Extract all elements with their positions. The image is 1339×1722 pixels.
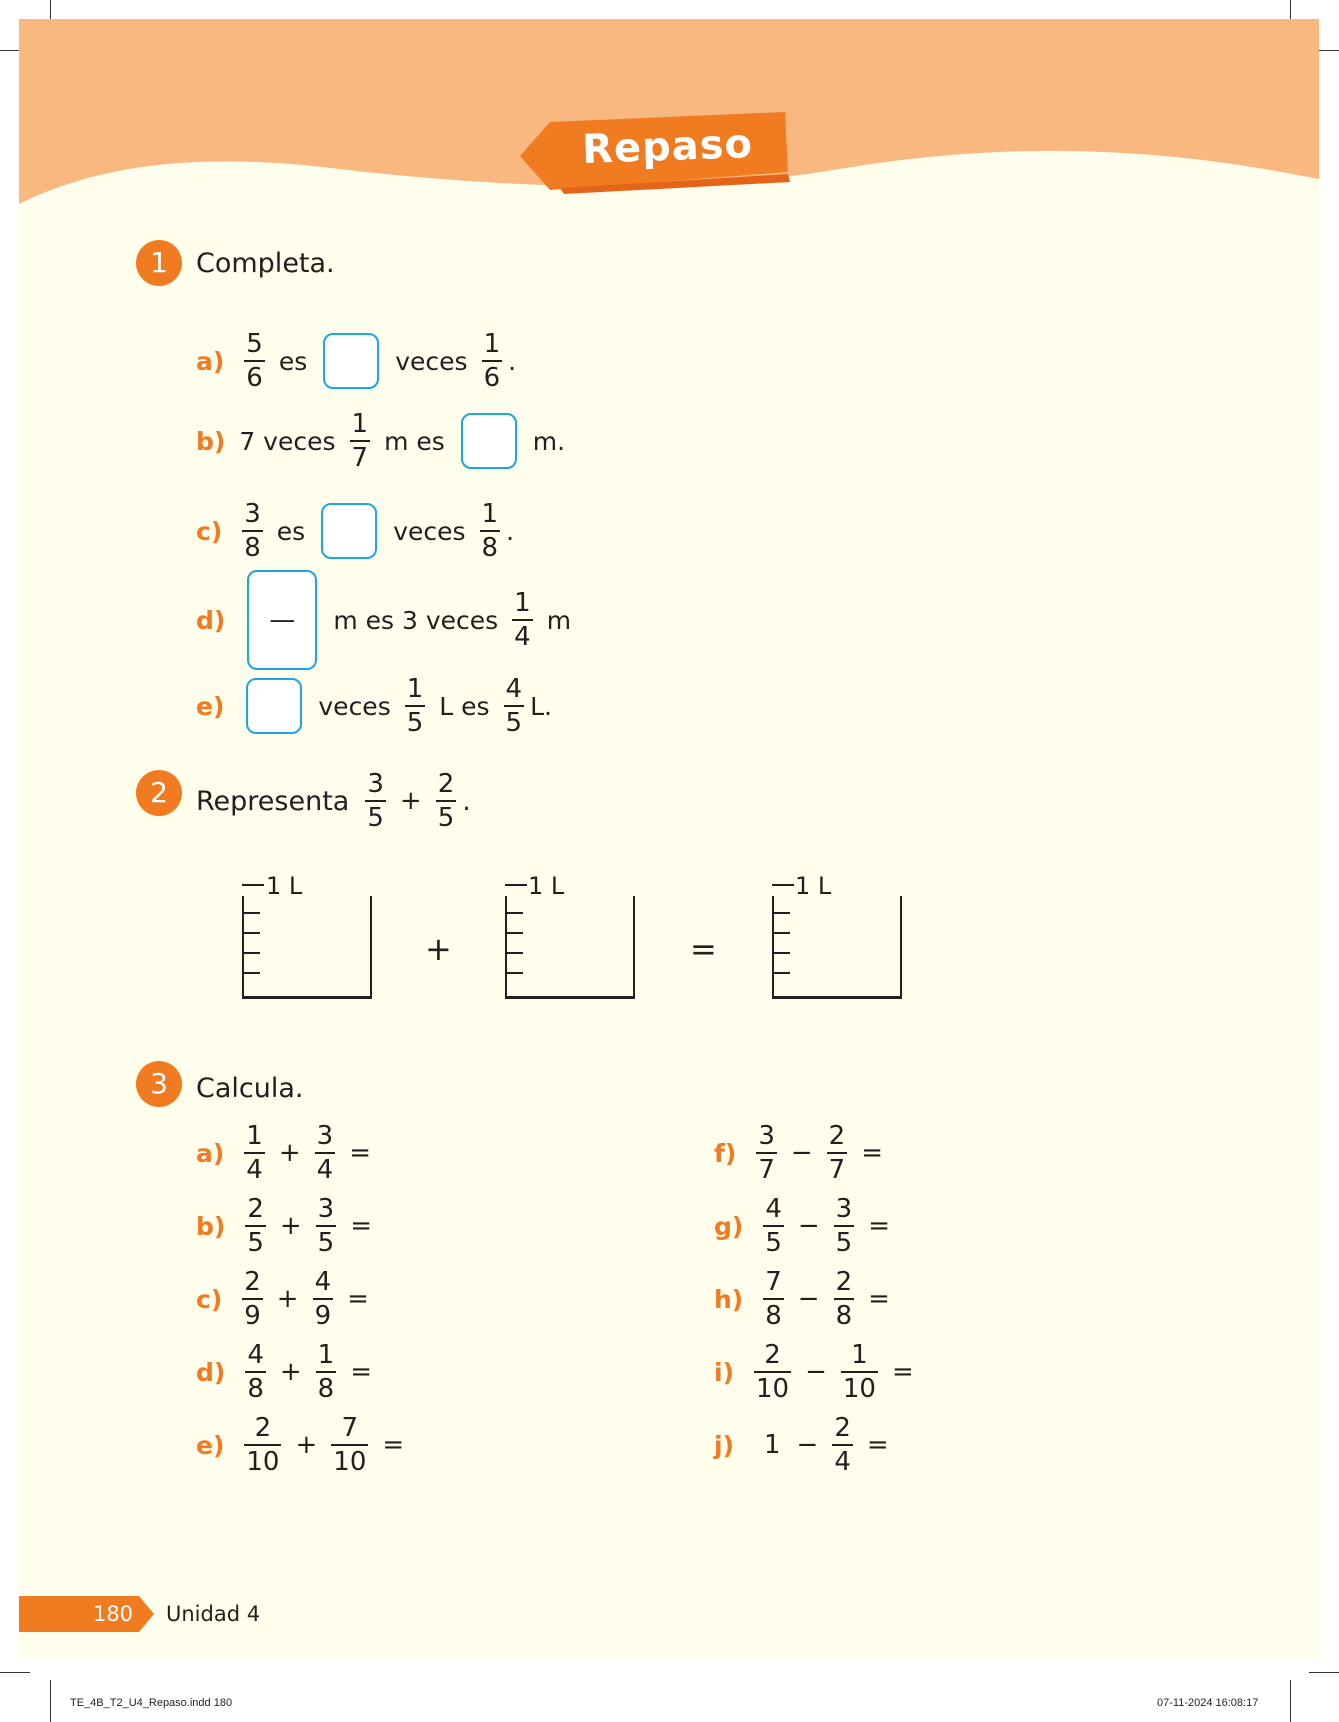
q3-item: d) $\frac{4}{8}$ + $\frac{1}{8}$ = [196,1340,373,1404]
item-label: c) [196,516,223,546]
item-label: c) [196,1284,223,1314]
text: veces [395,346,468,376]
page-number: 180 [92,1602,134,1626]
item-label: f) [714,1138,737,1168]
text: veces [393,516,466,546]
text: m [546,605,572,635]
item-label: e) [196,1430,225,1460]
item-label: j) [714,1430,734,1460]
beaker-top-tick [772,884,794,886]
q1-item-c [196,500,514,562]
equals-sign: = [690,930,717,968]
text: m es 3 veces [333,605,499,635]
question-number: 3 [136,1061,182,1107]
fraction: $\frac{1}{7}$ [351,409,369,473]
text: L es [439,691,490,721]
plus-sign: + [425,930,452,968]
text: L. [530,691,552,721]
file-slug: TE_4B_T2_U4_Repaso.indd 180 [70,1697,233,1709]
item-label: b) [196,1211,226,1241]
beaker-top-tick [242,884,264,886]
beaker[interactable] [505,896,635,999]
text: . [506,516,515,546]
beaker[interactable] [772,896,902,999]
q3-item: j) 1 − $\frac{2}{4}$ = [714,1413,889,1477]
answer-box[interactable] [461,413,517,469]
fraction: $\frac{1}{8}$ [481,499,499,563]
item-label: a) [196,1138,225,1168]
text: . [462,785,471,817]
crop-mark [1290,1680,1291,1722]
plus-sign: + [399,786,422,816]
text: m. [532,426,566,456]
question-number: 1 [136,240,182,286]
beaker-label: 1 L [795,872,832,900]
question-number: 2 [136,770,182,816]
fraction: $\frac{3}{8}$ [244,499,261,563]
q1-item-b [196,410,573,472]
beaker-label: 1 L [528,872,565,900]
q3-item: i) $\frac{2}{10}$ − $\frac{1}{10}$ = [714,1340,914,1404]
fraction: $\frac{2}{5}$ [437,769,455,833]
text: veces [318,691,391,721]
item-label: b) [196,426,226,456]
q3-item: g) $\frac{4}{5}$ − $\frac{3}{5}$ = [714,1194,891,1258]
item-label: g) [714,1211,744,1241]
q3-item: a) $\frac{1}{4}$ + $\frac{3}{4}$ = [196,1121,371,1185]
answer-box[interactable] [246,678,302,734]
item-label: d) [196,1357,226,1387]
text: es [276,516,306,546]
fraction: $\frac{1}{6}$ [483,329,501,393]
question-prompt: Completa. [196,248,335,279]
q1-item-a [196,330,516,392]
fraction: $\frac{5}{6}$ [246,329,263,393]
fraction: $\frac{4}{5}$ [505,674,523,738]
q3-item: c) $\frac{2}{9}$ + $\frac{4}{9}$ = [196,1267,369,1331]
page-title: Repaso [581,121,754,173]
item-label: h) [714,1284,744,1314]
unit-label: Unidad 4 [166,1602,261,1626]
q3-item: e) $\frac{2}{10}$ + $\frac{7}{10}$ = [196,1413,405,1477]
fraction: $\frac{1}{5}$ [406,674,424,738]
q2-prompt-row [196,770,471,832]
question-prompt: Calcula. [196,1073,304,1104]
q3-item: h) $\frac{7}{8}$ − $\frac{2}{8}$ = [714,1267,890,1331]
crop-mark [1309,1672,1339,1673]
answer-box[interactable]: — [247,570,317,670]
text: es [278,346,308,376]
q3-item: f) $\frac{3}{7}$ − $\frac{2}{7}$ = [714,1121,883,1185]
text: 7 veces [239,426,336,456]
fraction: $\frac{3}{5}$ [367,769,384,833]
text: . [508,346,517,376]
answer-box[interactable] [321,503,377,559]
fraction: $\frac{1}{4}$ [514,588,531,652]
text: m es [384,426,445,456]
q1-item-e [196,675,552,737]
item-label: a) [196,346,225,376]
beaker-top-tick [505,884,527,886]
item-label: i) [714,1357,734,1387]
item-label: d) [196,605,226,635]
item-label: e) [196,691,225,721]
q3-item: b) $\frac{2}{5}$ + $\frac{3}{5}$ = [196,1194,373,1258]
date-slug: 07-11-2024 16:08:17 [1157,1697,1259,1709]
crop-mark [50,1680,51,1722]
beaker-label: 1 L [266,872,303,900]
crop-mark [0,1672,30,1673]
q1-item-d [196,570,579,670]
answer-box[interactable] [323,333,379,389]
question-prompt: Representa [196,785,350,817]
beaker[interactable] [242,896,372,999]
